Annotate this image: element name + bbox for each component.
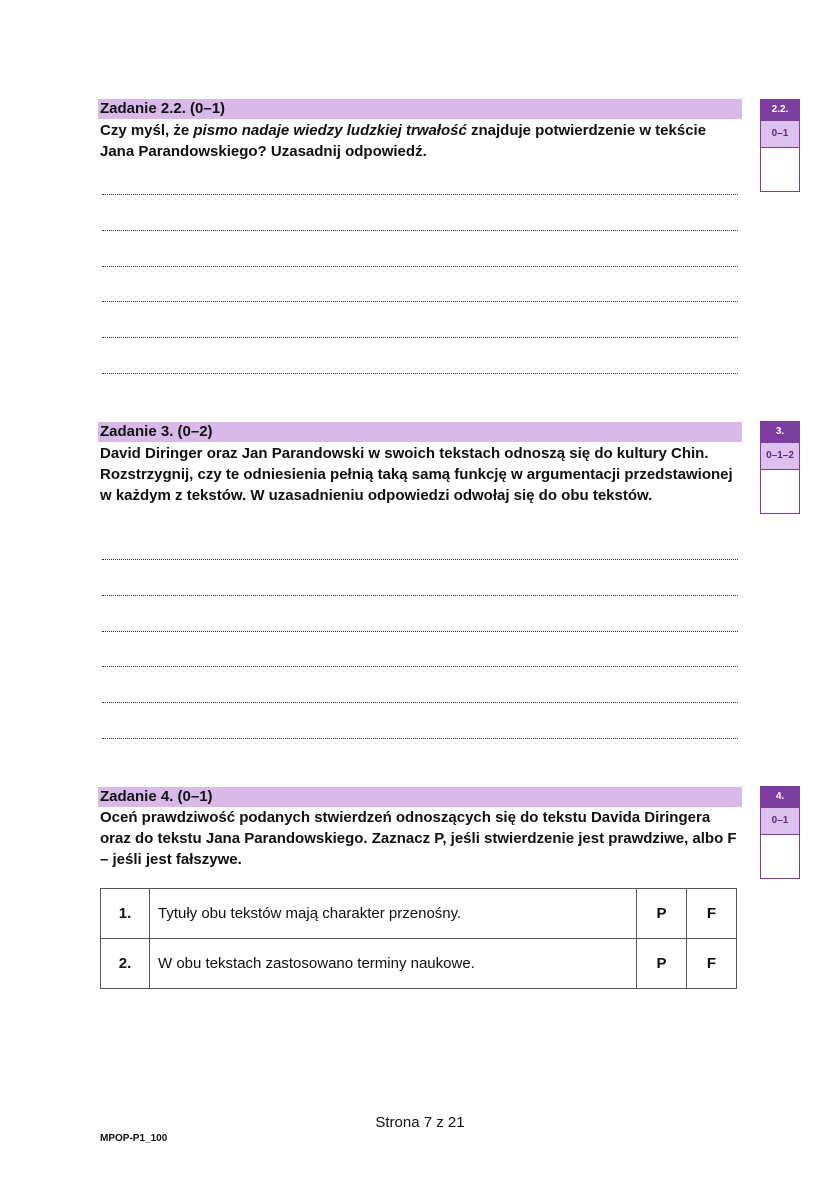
score-points: 0–1: [761, 807, 799, 835]
answer-line[interactable]: [102, 194, 738, 196]
task-2-2-header: Zadanie 2.2. (0–1): [98, 99, 742, 119]
statement-number: 2.: [101, 939, 150, 989]
option-true[interactable]: P: [637, 939, 687, 989]
answer-line[interactable]: [102, 559, 738, 561]
option-false[interactable]: F: [687, 939, 737, 989]
answer-line[interactable]: [102, 595, 738, 597]
task-2-2-question-quote: pismo nadaje wiedzy ludzkiej trwałość: [193, 122, 467, 139]
score-task-number: 2.2.: [761, 100, 799, 120]
task-3-score-box: [760, 421, 800, 514]
task-4-header: Zadanie 4. (0–1): [98, 787, 742, 807]
true-false-table: [100, 888, 737, 989]
answer-line[interactable]: [102, 266, 738, 268]
answer-line[interactable]: [102, 230, 738, 232]
answer-line[interactable]: [102, 738, 738, 740]
score-entry-field[interactable]: [761, 835, 799, 878]
task-2-2-question-part: Czy myśl, że: [100, 122, 194, 139]
statement-number: 1.: [101, 889, 150, 939]
task-2-2-score-box: [760, 99, 800, 192]
table-row: [101, 939, 737, 989]
task-4-question: Oceń prawdziwość podanych stwierdzeń odnoszących się do tekstu Davida Diringera oraz do tekstu Jana Parandowskiego. Zaznacz P, jeśli stwierdzenie jest prawdziwe, albo F – jeśli jest fałszywe.: [100, 809, 737, 868]
score-points: 0–1: [761, 120, 799, 148]
answer-line[interactable]: [102, 631, 738, 633]
page-number: Strona 7 z 21: [375, 1114, 465, 1131]
task-2-2-question: [100, 120, 740, 162]
answer-line[interactable]: [102, 337, 738, 339]
task-3-question: David Diringer oraz Jan Parandowski w swoich tekstach odnoszą się do kultury Chin. Rozstrzygnij, czy te odniesienia pełnią taką samą funkcję w argumentacji przedstawionej w każdym z tekstów. W uzasadnieniu odpowiedzi odwołaj się do obu tekstów.: [100, 445, 733, 504]
statement-text: Tytuły obu tekstów mają charakter przenośny.: [150, 889, 637, 939]
answer-line[interactable]: [102, 301, 738, 303]
task-2-2-question-part: znajduje potwierdzenie w tekście Jana Parandowskiego? Uzasadnij odpowiedź.: [100, 122, 707, 160]
score-points: 0–1–2: [761, 442, 799, 470]
score-task-number: 3.: [761, 422, 799, 442]
option-true[interactable]: P: [637, 889, 687, 939]
statement-text: W obu tekstach zastosowano terminy naukowe.: [150, 939, 637, 989]
answer-line[interactable]: [102, 373, 738, 375]
task-4-score-box: [760, 786, 800, 879]
task-3-header: Zadanie 3. (0–2): [98, 422, 742, 442]
answer-line[interactable]: [102, 702, 738, 704]
exam-code: MPOP-P1_100: [100, 1133, 168, 1144]
score-task-number: 4.: [761, 787, 799, 807]
score-entry-field[interactable]: [761, 148, 799, 191]
score-entry-field[interactable]: [761, 470, 799, 513]
table-row: [101, 889, 737, 939]
option-false[interactable]: F: [687, 889, 737, 939]
answer-line[interactable]: [102, 666, 738, 668]
